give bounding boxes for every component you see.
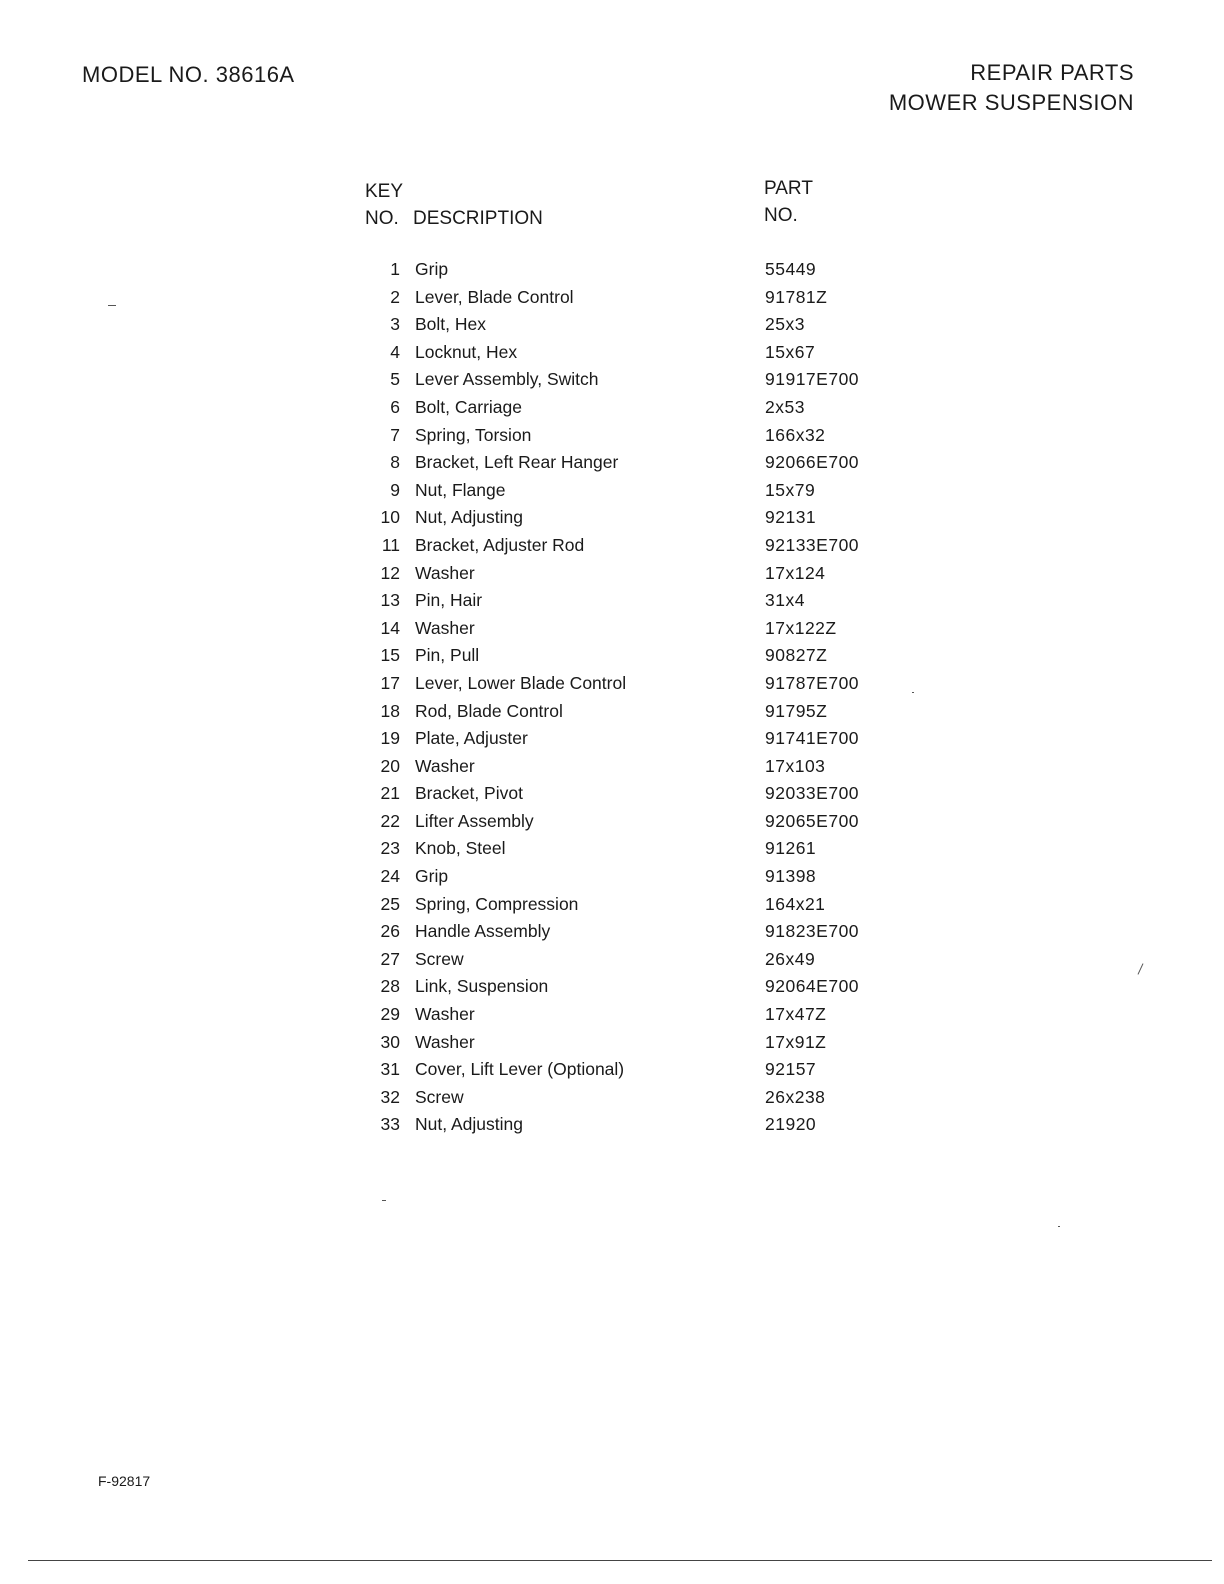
part-row	[370, 339, 910, 367]
part-description: Grip	[415, 866, 449, 887]
part-key-number: 25	[380, 893, 400, 914]
part-key-number: 9	[390, 479, 400, 500]
part-number: 26x238	[765, 1086, 826, 1107]
column-header-key-line2: NO.	[365, 208, 399, 229]
part-key-number: 19	[380, 728, 400, 749]
part-key-number: 21	[380, 783, 400, 804]
part-row	[370, 863, 910, 891]
part-number: 17x47Z	[765, 1004, 827, 1025]
part-row	[370, 366, 910, 394]
part-row	[370, 1084, 910, 1112]
part-description: Pin, Hair	[415, 590, 483, 611]
part-row	[370, 725, 910, 753]
part-description: Lifter Assembly	[415, 810, 534, 831]
part-key-number: 18	[380, 700, 400, 721]
part-number: 17x124	[765, 562, 826, 583]
part-description: Bolt, Carriage	[415, 396, 522, 417]
part-number: 2x53	[765, 396, 805, 417]
part-number: 164x21	[765, 893, 826, 914]
part-number: 166x32	[765, 424, 826, 445]
part-number: 91823E700	[765, 921, 860, 942]
part-number: 91781Z	[765, 286, 828, 307]
column-header-part-line1: PART	[764, 178, 813, 199]
part-description: Washer	[415, 562, 475, 583]
form-number: F-92817	[98, 1473, 151, 1489]
part-row	[370, 835, 910, 863]
part-description: Screw	[415, 948, 464, 969]
part-row	[370, 1111, 910, 1139]
part-number: 91795Z	[765, 700, 828, 721]
part-key-number: 26	[380, 921, 400, 942]
part-row	[370, 698, 910, 726]
part-row	[370, 560, 910, 588]
part-number: 25x3	[765, 314, 805, 335]
part-description: Nut, Flange	[415, 479, 506, 500]
column-header-key	[365, 178, 403, 232]
heading-repair-parts: REPAIR PARTS	[970, 60, 1134, 85]
column-header-part-line2: NO.	[764, 205, 798, 226]
part-number: 17x91Z	[765, 1031, 827, 1052]
bottom-rule	[28, 1560, 1212, 1561]
part-row	[370, 918, 910, 946]
part-key-number: 17	[380, 672, 400, 693]
part-key-number: 3	[390, 314, 400, 335]
part-key-number: 32	[380, 1086, 400, 1107]
part-row	[370, 256, 910, 284]
part-description: Grip	[415, 259, 449, 279]
part-key-number: 29	[380, 1004, 400, 1025]
part-row	[370, 753, 910, 781]
part-description: Spring, Torsion	[415, 424, 532, 445]
part-key-number: 8	[390, 452, 400, 473]
parts-list	[370, 256, 910, 1139]
model-number: MODEL NO. 38616A	[82, 62, 295, 87]
part-row	[370, 973, 910, 1001]
part-description: Bracket, Pivot	[415, 783, 523, 804]
column-header-key-line1: KEY	[365, 181, 404, 202]
part-description: Link, Suspension	[415, 976, 549, 997]
part-key-number: 13	[380, 590, 400, 611]
part-description: Spring, Compression	[415, 893, 579, 914]
part-key-number: 14	[380, 617, 400, 638]
part-description: Locknut, Hex	[415, 341, 518, 362]
part-key-number: 23	[380, 838, 400, 859]
part-row	[370, 808, 910, 836]
part-key-number: 12	[380, 562, 400, 583]
part-row	[370, 284, 910, 312]
part-row	[370, 422, 910, 450]
part-row	[370, 1056, 910, 1084]
scan-speck	[1058, 1226, 1060, 1227]
part-row	[370, 891, 910, 919]
part-description: Nut, Adjusting	[415, 507, 523, 528]
part-key-number: 11	[381, 534, 400, 555]
part-number: 26x49	[765, 948, 816, 969]
part-number: 15x79	[765, 479, 816, 500]
part-row	[370, 504, 910, 532]
part-key-number: 24	[380, 866, 400, 887]
part-number: 17x103	[765, 755, 826, 776]
part-key-number: 5	[390, 369, 400, 390]
part-description: Lever Assembly, Switch	[415, 369, 599, 390]
part-number: 92133E700	[765, 534, 860, 555]
part-number: 15x67	[765, 341, 816, 362]
part-row	[370, 615, 910, 643]
part-number: 92064E700	[765, 976, 860, 997]
heading-mower-suspension: MOWER SUSPENSION	[888, 90, 1134, 115]
part-row	[370, 946, 910, 974]
part-number: 91787E700	[765, 672, 860, 693]
part-key-number: 20	[380, 755, 400, 776]
part-key-number: 4	[390, 341, 400, 362]
part-number: 91261	[765, 838, 817, 859]
part-description: Rod, Blade Control	[415, 700, 563, 721]
part-number: 91917E700	[765, 369, 860, 390]
part-description: Knob, Steel	[415, 838, 506, 859]
part-description: Pin, Pull	[415, 645, 480, 666]
part-key-number: 22	[380, 810, 400, 831]
part-description: Washer	[415, 617, 475, 638]
part-number: 92066E700	[765, 452, 860, 473]
part-row	[370, 1029, 910, 1057]
part-row	[370, 477, 910, 505]
part-description: Plate, Adjuster	[415, 728, 528, 749]
part-key-number: 1	[390, 259, 400, 279]
scan-speck	[912, 692, 914, 693]
part-row	[370, 780, 910, 808]
part-description: Cover, Lift Lever (Optional)	[415, 1059, 625, 1080]
part-description: Washer	[415, 755, 475, 776]
part-description: Bracket, Left Rear Hanger	[415, 452, 619, 473]
part-key-number: 27	[380, 948, 400, 969]
part-row	[370, 394, 910, 422]
part-key-number: 6	[390, 396, 400, 417]
part-description: Handle Assembly	[415, 921, 551, 942]
part-row	[370, 532, 910, 560]
part-number: 92131	[765, 507, 817, 528]
part-number: 17x122Z	[765, 617, 837, 638]
part-number: 92033E700	[765, 783, 860, 804]
part-description: Screw	[415, 1086, 464, 1107]
part-number: 90827Z	[765, 645, 828, 666]
part-row	[370, 449, 910, 477]
part-description: Washer	[415, 1004, 475, 1025]
part-number: 91741E700	[765, 728, 860, 749]
part-key-number: 7	[390, 424, 400, 445]
part-number: 91398	[765, 866, 817, 887]
part-description: Lever, Lower Blade Control	[415, 672, 627, 693]
part-description: Bolt, Hex	[415, 314, 486, 335]
scan-speck	[108, 305, 116, 306]
part-number: 31x4	[765, 590, 805, 611]
part-description: Lever, Blade Control	[415, 286, 574, 307]
part-row	[370, 311, 910, 339]
part-number: 21920	[765, 1114, 817, 1135]
part-row	[370, 670, 910, 698]
scan-speck	[1138, 963, 1144, 974]
scan-speck	[382, 1200, 386, 1201]
part-number: 92065E700	[765, 810, 860, 831]
part-number: 92157	[765, 1059, 817, 1080]
part-description: Bracket, Adjuster Rod	[415, 534, 585, 555]
column-header-part-no	[764, 175, 813, 229]
part-number: 55449	[765, 259, 817, 279]
part-row	[370, 642, 910, 670]
part-description: Nut, Adjusting	[415, 1114, 523, 1135]
part-key-number: 2	[390, 286, 400, 307]
part-key-number: 10	[380, 507, 400, 528]
part-key-number: 30	[380, 1031, 400, 1052]
part-description: Washer	[415, 1031, 475, 1052]
part-key-number: 31	[380, 1059, 400, 1080]
part-row	[370, 1001, 910, 1029]
part-key-number: 28	[380, 976, 400, 997]
column-header-description: DESCRIPTION	[413, 208, 543, 229]
part-row	[370, 587, 910, 615]
part-key-number: 15	[380, 645, 400, 666]
page-heading	[889, 58, 1134, 118]
part-key-number: 33	[380, 1114, 400, 1135]
